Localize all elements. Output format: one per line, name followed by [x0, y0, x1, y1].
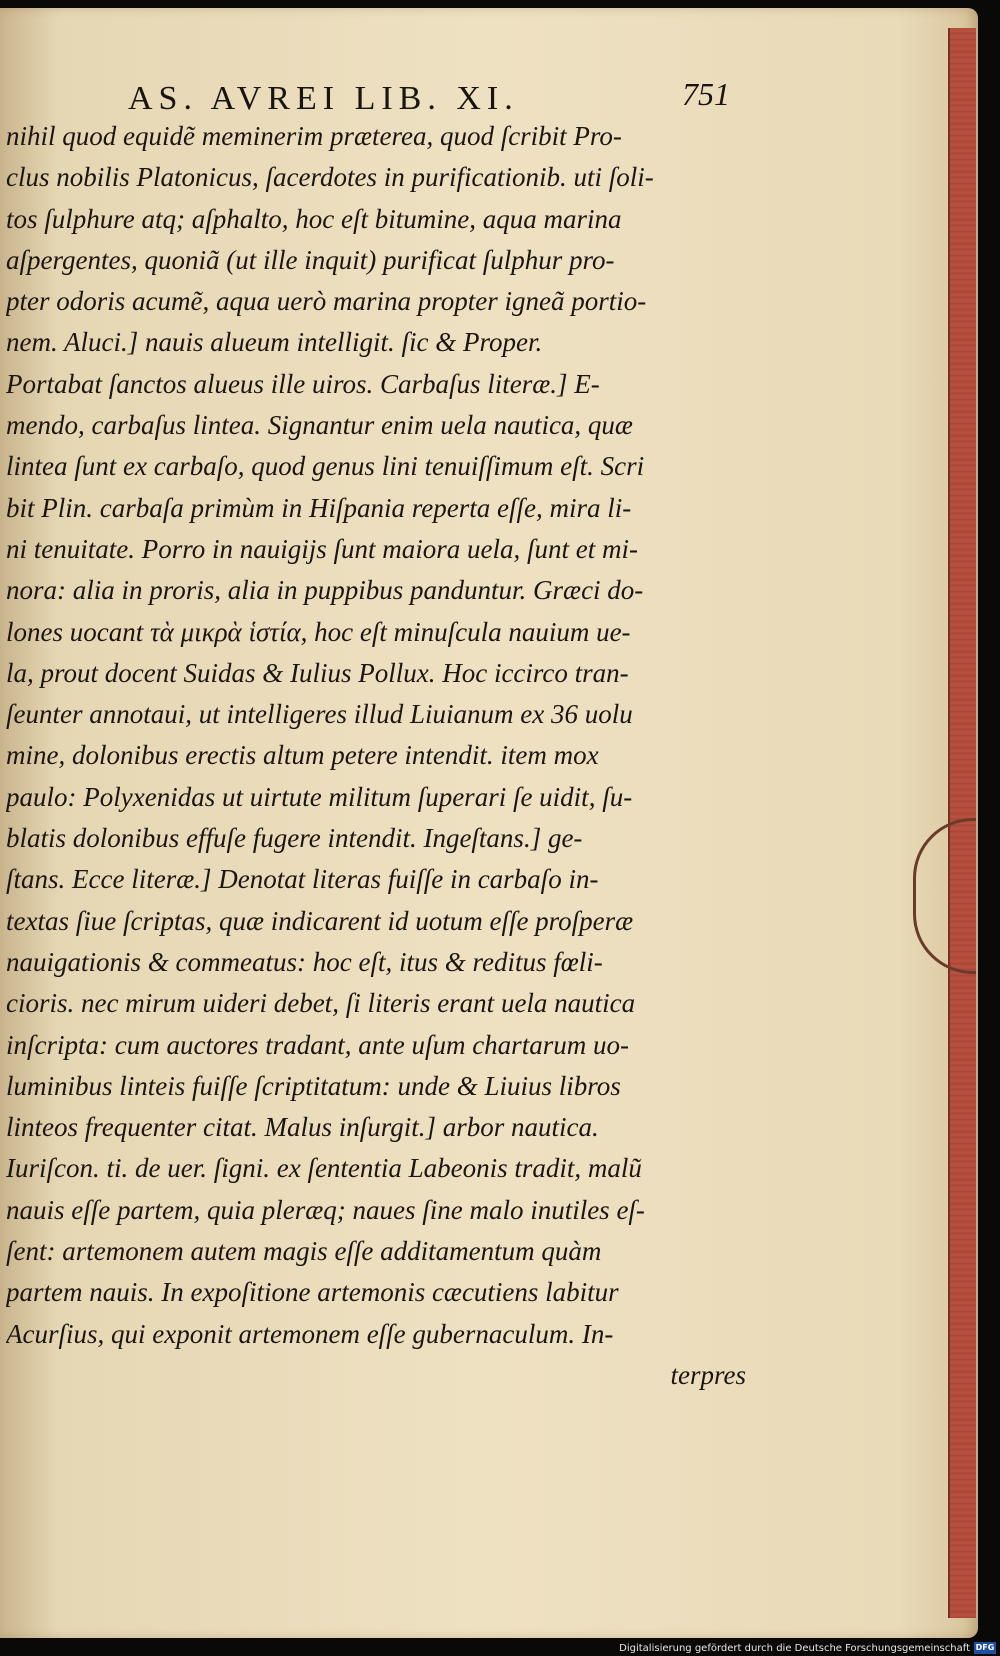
- text-line: textas ſiue ſcriptas, quæ indicarent id uotum eſſe proſperæ: [6, 905, 634, 936]
- dfg-logo-icon: DFG: [975, 1643, 995, 1652]
- text-line: nem. Aluci.] nauis alueum intelligit. ſic & Proper.: [6, 327, 543, 358]
- text-line: nihil quod equidẽ meminerim præterea, quod ſcribit Pro-: [6, 121, 622, 151]
- text-line: mine, dolonibus erectis altum petere intendit. item mox: [6, 740, 599, 771]
- text-line: Iuriſcon. ti. de uer. ſigni. ex ſententia Labeonis tradit, malũ: [6, 1153, 642, 1184]
- page-number: 751: [682, 76, 730, 112]
- text-line: Acurſius, qui exponit artemonem eſſe gubernaculum. In-: [6, 1318, 614, 1349]
- text-line: nauis eſſe partem, quia pleræq; naues ſine malo inutiles eſ-: [6, 1194, 645, 1225]
- text-line: aſpergentes, quoniã (ut ille inquit) purificat ſulphur pro-: [6, 244, 615, 275]
- digitization-credit: Digitalisierung gefördert durch die Deutsche Forschungsgemeinschaft: [619, 1643, 970, 1654]
- text-line: ſent: artemonem autem magis eſſe additamentum quàm: [6, 1236, 602, 1267]
- text-line: Portabat ſanctos alueus ille uiros. Carbaſus literæ.] E-: [6, 368, 600, 399]
- text-line: cioris. nec mirum uideri debet, ſi literis erant uela nautica: [6, 988, 636, 1019]
- text-line: inſcripta: cum auctores tradant, ante uſum chartarum uo-: [6, 1029, 629, 1060]
- text-line: mendo, carbaſus lintea. Signantur enim uela nautica, quæ: [6, 410, 633, 441]
- text-line: nauigationis & commeatus: hoc eſt, itus & reditus fœli-: [6, 946, 603, 977]
- text-line: bit Plin. carbaſa primùm in Hiſpania reperta eſſe, mira li-: [6, 492, 632, 523]
- text-line: lintea ſunt ex carbaſo, quod genus lini tenuiſſimum eſt. Scri: [6, 451, 645, 482]
- book-page: [0, 8, 978, 1638]
- text-line: pter odoris acumẽ, aqua uerò marina propter igneã portio-: [6, 286, 647, 317]
- text-line: luminibus linteis fuiſſe ſcriptitatum: unde & Liuius libros: [6, 1070, 621, 1101]
- text-line: lones uocant τὰ μικρὰ ἱστία, hoc eſt minuſcula nauium ue-: [6, 616, 631, 647]
- text-line: ſtans. Ecce literæ.] Denotat literas fuiſſe in carbaſo in-: [6, 864, 599, 895]
- text-line: la, prout docent Suidas & Iulius Pollux. Hoc iccirco tran-: [6, 657, 629, 688]
- clasp-shadow: [913, 818, 976, 974]
- text-line: paulo: Polyxenidas ut uirtute militum ſuperari ſe uidit, ſu-: [6, 781, 633, 812]
- text-line: partem nauis. In expoſitione artemonis cæcutiens labitur: [6, 1277, 619, 1308]
- running-head: AS. AVREI LIB. XI.: [128, 80, 519, 117]
- body-text: [6, 116, 746, 1396]
- text-line: tos ſulphure atq; aſphalto, hoc eſt bitumine, aqua marina: [6, 203, 622, 234]
- catchword: terpres: [670, 1359, 746, 1390]
- text-line: ſeunter annotaui, ut intelligeres illud Liuianum ex 36 uolu: [6, 699, 633, 730]
- text-line: ni tenuitate. Porro in nauigijs ſunt maiora uela, ſunt et mi-: [6, 533, 638, 564]
- text-line: clus nobilis Platonicus, ſacerdotes in purificationib. uti ſoli-: [6, 162, 654, 193]
- text-line: blatis dolonibus effuſe fugere intendit. Ingeſtans.] ge-: [6, 823, 583, 854]
- footer-bar: [0, 1638, 1000, 1656]
- text-line: nora: alia in proris, alia in puppibus panduntur. Græci do-: [6, 575, 644, 606]
- text-line: linteos frequenter citat. Malus inſurgit.] arbor nautica.: [6, 1112, 599, 1143]
